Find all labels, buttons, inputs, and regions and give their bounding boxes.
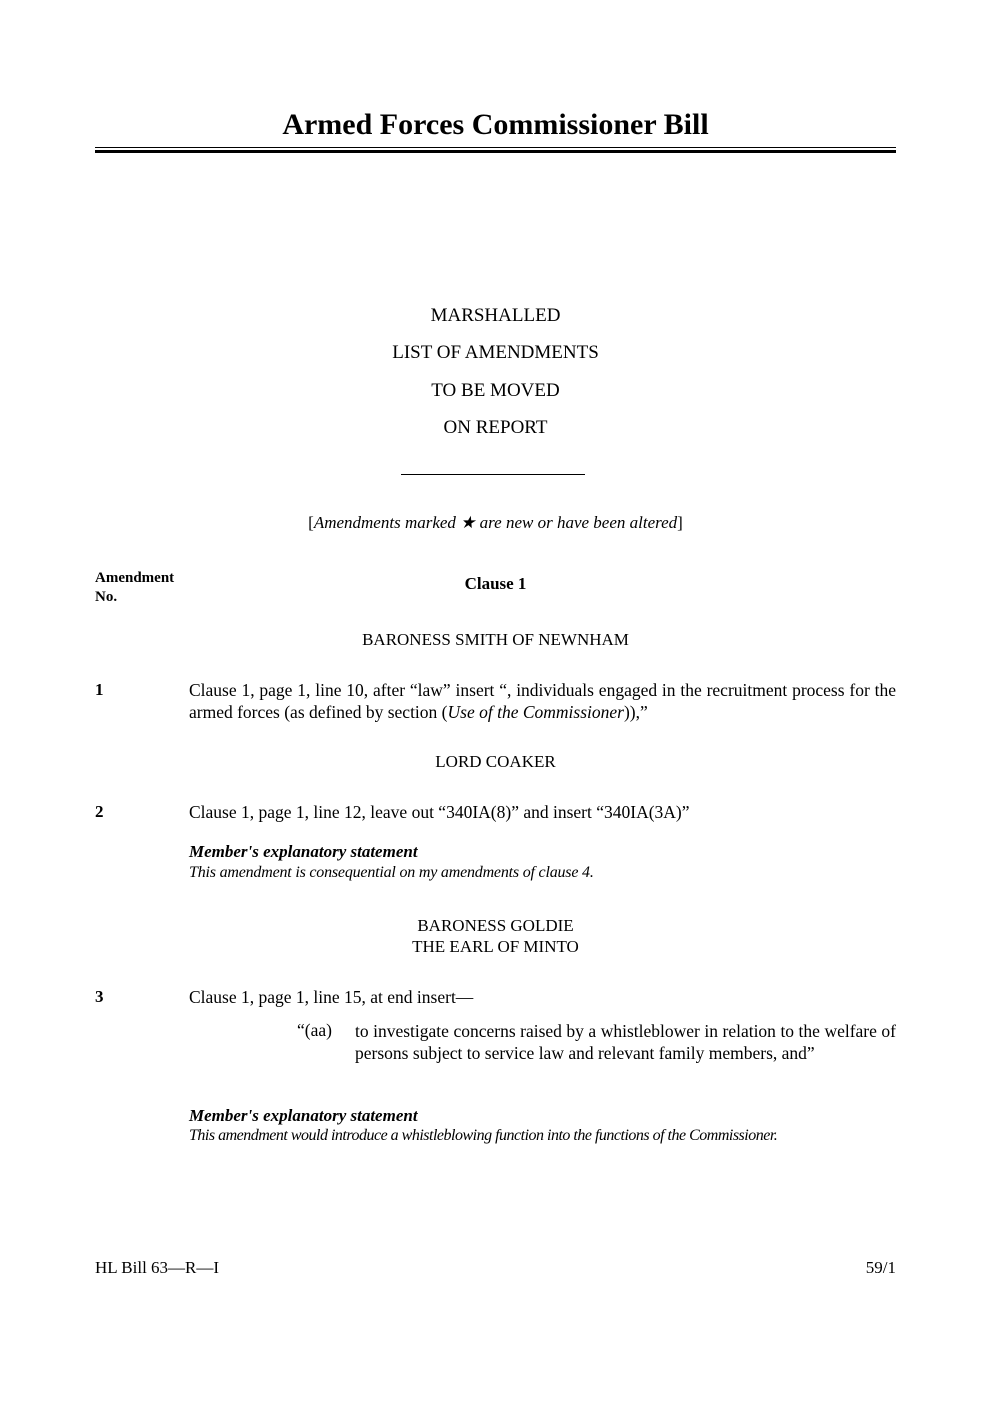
title-rule-thin — [95, 147, 896, 148]
sub-paragraph-label: “(aa) — [297, 1020, 332, 1040]
sub-paragraph-text: to investigate concerns raised by a whistleblower in relation to the welfare of persons subject to service law and relevant family members, and” — [355, 1021, 896, 1063]
heading-line-4: ON REPORT — [443, 417, 548, 438]
statement-heading: Member's explanatory statement — [189, 1106, 418, 1125]
note-text: Amendments marked ★ are new or have been altered — [313, 513, 678, 532]
heading-line-1: MARSHALLED — [430, 305, 561, 326]
amendments-note — [0, 513, 991, 533]
clause-heading: Clause 1 — [464, 574, 527, 593]
amendment-text: Clause 1, page 1, line 12, leave out “340IA(8)” and insert “340IA(3A)” — [189, 802, 690, 822]
bill-title: Armed Forces Commissioner Bill — [282, 108, 709, 141]
divider — [401, 474, 585, 475]
amendment-text-italic: Use of the Commissioner — [447, 701, 624, 722]
sponsor: BARONESS SMITH OF NEWNHAM — [362, 630, 629, 649]
sponsor: LORD COAKER — [435, 752, 556, 771]
sponsor: BARONESS GOLDIE — [417, 916, 574, 935]
bracket-close: ] — [677, 513, 683, 532]
amendment-no-label: Amendment No. — [95, 570, 175, 605]
amendment-text-part: Clause 1, page 1, line 10, after “law” insert “, individuals engaged in the recruitment process for the armed forces (as defined by section ( — [189, 680, 896, 722]
sponsor: THE EARL OF MINTO — [412, 937, 579, 956]
amendment-text — [189, 680, 896, 723]
amendment-number: 3 — [95, 987, 104, 1006]
footer-page-ref: 59/1 — [865, 1258, 896, 1277]
explanatory-statement: This amendment is consequential on my amendments of clause 4. — [189, 864, 594, 881]
amendment-text: Clause 1, page 1, line 15, at end insert— — [189, 987, 474, 1007]
title-rule-thick — [95, 150, 896, 153]
footer-bill-ref: HL Bill 63—R—I — [95, 1258, 220, 1277]
amendment-number: 1 — [95, 680, 104, 699]
statement-heading: Member's explanatory statement — [189, 842, 418, 861]
amendment-number: 2 — [95, 802, 104, 821]
bracket-open: [ — [308, 513, 314, 532]
amendment-text-part: )),” — [623, 701, 648, 722]
heading-line-3: TO BE MOVED — [431, 380, 560, 401]
explanatory-statement: This amendment would introduce a whistleblowing function into the functions of the Commissioner. — [189, 1127, 778, 1144]
heading-line-2: LIST OF AMENDMENTS — [392, 342, 599, 363]
